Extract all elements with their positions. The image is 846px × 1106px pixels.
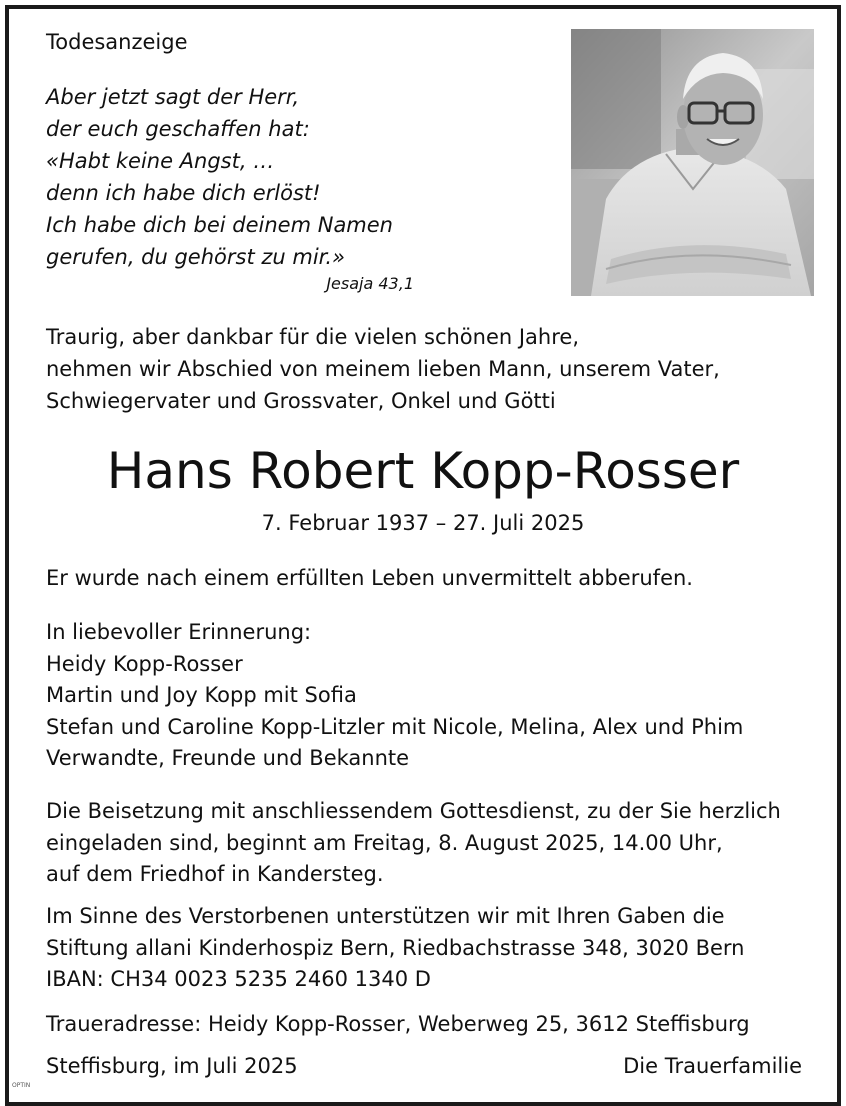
donation-iban: IBAN: CH34 0023 5235 2460 1340 D [46,967,431,991]
verse-line: «Habt keine Angst, … [46,149,275,173]
mourners-line: Stefan und Caroline Kopp-Litzler mit Nicole, Melina, Alex und Phim [46,714,744,739]
mourners-list [46,617,743,775]
funeral-line: eingeladen sind, beginnt am Freitag, 8. August 2025, 14.00 Uhr, [46,830,723,855]
mourners-line: Heidy Kopp-Rosser [46,651,243,676]
donation-line: Im Sinne des Verstorbenen unterstützen wir mit Ihren Gaben die [46,904,725,928]
mourners-line: Martin und Joy Kopp mit Sofia [46,683,357,707]
ad-category: Todesanzeige [46,30,188,54]
verse-line: gerufen, du gehörst zu mir.» [46,245,346,269]
funeral-info [46,796,781,891]
verse-line: Aber jetzt sagt der Herr, [46,85,300,109]
verse-reference: Jesaja 43,1 [326,274,414,293]
place-date: Steffisburg, im Juli 2025 [46,1054,298,1078]
life-dates: 7. Februar 1937 – 27. Juli 2025 [261,511,585,535]
mourning-address: Traueradresse: Heidy Kopp-Rosser, Weberweg 25, 3612 Steffisburg [46,1012,750,1036]
mourners-line: Verwandte, Freunde und Bekannte [46,746,410,770]
intro-line: Traurig, aber dankbar für die vielen schönen Jahre, [46,325,579,349]
portrait-photo [571,29,814,296]
verse-line: der euch geschaffen hat: [46,117,310,141]
verse-line: denn ich habe dich erlöst! [46,181,321,205]
funeral-line: Die Beisetzung mit anschliessendem Gottesdienst, zu der Sie herzlich [46,799,781,823]
intro-text [46,321,720,417]
funeral-line: auf dem Friedhof in Kandersteg. [46,862,384,886]
donation-line: Stiftung allani Kinderhospiz Bern, Riedbachstrasse 348, 3020 Bern [46,935,745,960]
bible-verse [46,81,393,273]
deceased-name: Hans Robert Kopp-Rosser [106,442,740,500]
donation-info [46,901,745,996]
summary-line: Er wurde nach einem erfüllten Leben unvermittelt abberufen. [46,566,693,590]
mourners-line: In liebevoller Erinnerung: [46,620,312,644]
imprint-label: OPTIN [12,1082,31,1089]
signature: Die Trauerfamilie [623,1054,802,1078]
intro-line: nehmen wir Abschied von meinem lieben Mann, unserem Vater, [46,357,720,381]
verse-line: Ich habe dich bei deinem Namen [46,213,393,237]
intro-line: Schwiegervater und Grossvater, Onkel und Götti [46,389,556,413]
